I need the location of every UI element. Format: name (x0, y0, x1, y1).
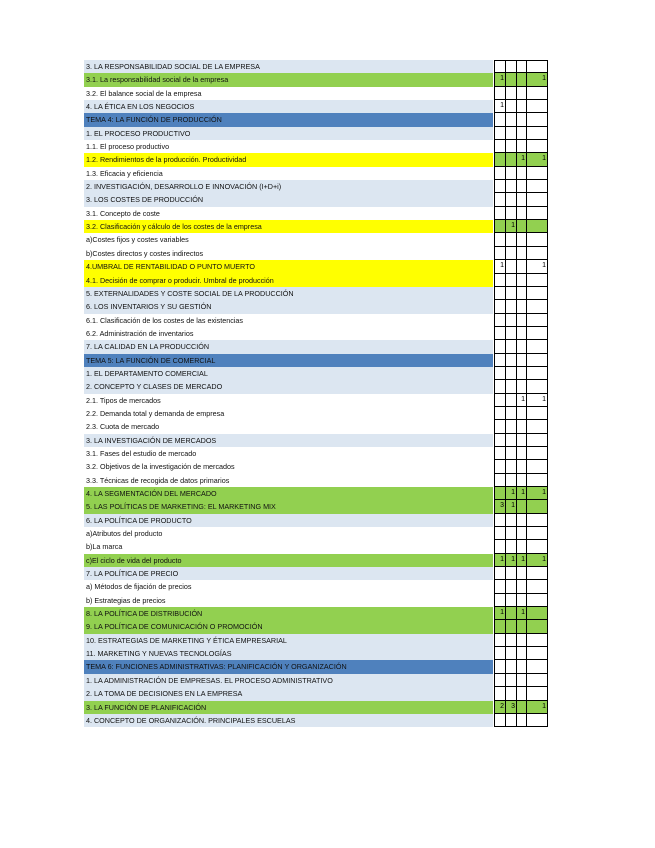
row-label: 2. LA TOMA DE DECISIONES EN LA EMPRESA (84, 687, 493, 700)
grid-cell (494, 380, 505, 393)
grid-cell (526, 540, 548, 553)
grid-cell: 1 (516, 153, 526, 166)
row-label: 3. LA RESPONSABILIDAD SOCIAL DE LA EMPRESA (84, 60, 493, 73)
grid-cell (505, 607, 516, 620)
grid-cell (526, 314, 548, 327)
grid-cell (494, 714, 505, 727)
row-label: 3.1. Concepto de coste (84, 207, 493, 220)
grid-cell (505, 634, 516, 647)
grid-cell (494, 687, 505, 700)
row-label: b)La marca (84, 540, 493, 553)
grid-cell (516, 434, 526, 447)
grid-cell (526, 60, 548, 73)
grid-cell (505, 594, 516, 607)
row-label: 6. LOS INVENTARIOS Y SU GESTIÓN (84, 300, 493, 313)
grid-cell (494, 674, 505, 687)
grid-cell (516, 620, 526, 633)
grid-cell (516, 233, 526, 246)
grid-cell (526, 580, 548, 593)
grid-cell (494, 314, 505, 327)
grid-cell (526, 274, 548, 287)
grid-cell (505, 180, 516, 193)
grid-cell (526, 220, 548, 233)
grid-cell (505, 367, 516, 380)
grid-cell (516, 60, 526, 73)
grid-cell (494, 220, 505, 233)
grid-cell (516, 580, 526, 593)
grid-cell (494, 153, 505, 166)
grid-cell (494, 407, 505, 420)
grid-cell (494, 460, 505, 473)
grid-cell (516, 674, 526, 687)
row-label: 9. LA POLÍTICA DE COMUNICACIÓN O PROMOCIÓN (84, 620, 493, 633)
row-label: 8. LA POLÍTICA DE DISTRIBUCIÓN (84, 607, 493, 620)
row-label: 7. LA POLÍTICA DE PRECIO (84, 567, 493, 580)
grid-cell (516, 87, 526, 100)
grid-cell (516, 420, 526, 433)
grid-cell (494, 540, 505, 553)
grid-cell (505, 434, 516, 447)
grid-cell: 1 (505, 487, 516, 500)
grid-cell (526, 660, 548, 673)
grid-cell: 1 (494, 73, 505, 86)
grid-cell (494, 127, 505, 140)
grid-cell (516, 380, 526, 393)
row-label: 4.1. Decisión de comprar o producir. Umbral de producción (84, 274, 493, 287)
grid-cell (494, 167, 505, 180)
grid-cell (505, 87, 516, 100)
row-label: 11. MARKETING Y NUEVAS TECNOLOGÍAS (84, 647, 493, 660)
grid-cell (505, 340, 516, 353)
grid-cell (505, 660, 516, 673)
grid-cell (505, 580, 516, 593)
grid-cell (516, 460, 526, 473)
row-label: 1. LA ADMINISTRACIÓN DE EMPRESAS. EL PROCESO ADMINISTRATIVO (84, 674, 493, 687)
grid-cell: 1 (516, 394, 526, 407)
grid-cell (526, 567, 548, 580)
grid-cell (526, 193, 548, 206)
grid-cell (505, 113, 516, 126)
grid-cell (516, 140, 526, 153)
grid-cell (494, 140, 505, 153)
grid-cell (516, 701, 526, 714)
grid-cell: 1 (526, 554, 548, 567)
grid-cell (505, 260, 516, 273)
grid-cell (505, 327, 516, 340)
row-label: 6. LA POLÍTICA DE PRODUCTO (84, 514, 493, 527)
grid-cell (516, 634, 526, 647)
row-label: TEMA 5: LA FUNCIÓN DE COMERCIAL (84, 354, 493, 367)
grid-cell (526, 620, 548, 633)
grid-cell (494, 60, 505, 73)
grid-cell (505, 687, 516, 700)
grid-cell (494, 193, 505, 206)
grid-cell (516, 167, 526, 180)
row-label: 3.1. Fases del estudio de mercado (84, 447, 493, 460)
grid-cell (494, 300, 505, 313)
grid-cell (494, 594, 505, 607)
grid-cell (494, 394, 505, 407)
grid-cell: 1 (516, 554, 526, 567)
grid-cell (505, 60, 516, 73)
grid-cell (516, 260, 526, 273)
grid-cell (494, 474, 505, 487)
grid-cell (526, 527, 548, 540)
grid-cell: 1 (526, 260, 548, 273)
grid-cell: 1 (526, 487, 548, 500)
row-label: 3.1. La responsabilidad social de la empresa (84, 73, 493, 86)
grid-cell (526, 407, 548, 420)
grid-cell: 1 (516, 487, 526, 500)
grid-cell (505, 474, 516, 487)
grid-cell: 1 (505, 220, 516, 233)
grid-cell (516, 207, 526, 220)
grid-cell (516, 594, 526, 607)
grid-cell (505, 514, 516, 527)
grid-cell (494, 354, 505, 367)
grid-cell (516, 500, 526, 513)
row-label: 3.2. Clasificación y cálculo de los costes de la empresa (84, 220, 493, 233)
grid-cell (526, 474, 548, 487)
grid-cell (494, 367, 505, 380)
grid-cell (526, 647, 548, 660)
grid-cell (494, 434, 505, 447)
grid-cell (505, 247, 516, 260)
grid-cell (516, 567, 526, 580)
grid-cell (516, 540, 526, 553)
row-label: 7. LA CALIDAD EN LA PRODUCCIÓN (84, 340, 493, 353)
row-label: 10. ESTRATEGIAS DE MARKETING Y ÉTICA EMPRESARIAL (84, 634, 493, 647)
grid-cell (526, 327, 548, 340)
row-label: 4.UMBRAL DE RENTABILIDAD O PUNTO MUERTO (84, 260, 493, 273)
grid-cell (526, 287, 548, 300)
row-label: 1. EL PROCESO PRODUCTIVO (84, 127, 493, 140)
grid-cell (526, 514, 548, 527)
grid-cell (505, 287, 516, 300)
grid-cell (526, 113, 548, 126)
grid-cell (505, 540, 516, 553)
grid-cell: 1 (494, 100, 505, 113)
grid-cell (505, 274, 516, 287)
grid-cell (505, 380, 516, 393)
grid-cell (494, 447, 505, 460)
row-label: 3. LA FUNCIÓN DE PLANIFICACIÓN (84, 701, 493, 714)
grid-cell (494, 620, 505, 633)
grid-cell (516, 514, 526, 527)
row-label: 6.1. Clasificación de los costes de las existencias (84, 314, 493, 327)
grid-cell (516, 407, 526, 420)
grid-cell (494, 113, 505, 126)
row-label: 5. LAS POLÍTICAS DE MARKETING: EL MARKETING MIX (84, 500, 493, 513)
row-label: 4. LA ÉTICA EN LOS NEGOCIOS (84, 100, 493, 113)
grid-cell (494, 487, 505, 500)
grid-cell (516, 687, 526, 700)
grid-cell (516, 180, 526, 193)
grid-cell (494, 567, 505, 580)
grid-cell (505, 394, 516, 407)
grid-cell (526, 354, 548, 367)
grid-cell: 1 (526, 153, 548, 166)
row-label: a) Métodos de fijación de precios (84, 580, 493, 593)
grid-cell (516, 354, 526, 367)
grid-cell (505, 420, 516, 433)
grid-cell (516, 714, 526, 727)
grid-cell (505, 674, 516, 687)
grid-cell (505, 193, 516, 206)
grid-cell (526, 167, 548, 180)
row-label: 3.3. Técnicas de recogida de datos primarios (84, 474, 493, 487)
grid-cell (516, 367, 526, 380)
grid-cell (526, 100, 548, 113)
grid-cell (494, 634, 505, 647)
grid-cell (505, 714, 516, 727)
grid-cell (516, 327, 526, 340)
grid-cell (526, 447, 548, 460)
row-label: 5. EXTERNALIDADES Y COSTE SOCIAL DE LA PRODUCCIÓN (84, 287, 493, 300)
grid-cell (516, 300, 526, 313)
grid-cell (516, 447, 526, 460)
grid-cell (516, 220, 526, 233)
grid-cell (516, 287, 526, 300)
grid-cell (494, 420, 505, 433)
grid-cell (505, 447, 516, 460)
grid-cell (526, 687, 548, 700)
grid-cell (526, 180, 548, 193)
grid-cell (516, 193, 526, 206)
grid-cell (505, 167, 516, 180)
grid-cell (516, 314, 526, 327)
grid-cell (494, 287, 505, 300)
grid-cell (516, 73, 526, 86)
grid-cell: 3 (494, 500, 505, 513)
grid-cell (494, 514, 505, 527)
grid-cell (526, 674, 548, 687)
grid-cell (516, 660, 526, 673)
row-label: TEMA 6: FUNCIONES ADMINISTRATIVAS: PLANIFICACIÓN Y ORGANIZACIÓN (84, 660, 493, 673)
grid-cell (505, 460, 516, 473)
grid-cell: 1 (494, 554, 505, 567)
row-label: 3.2. Objetivos de la investigación de mercados (84, 460, 493, 473)
grid-cell (505, 620, 516, 633)
grid-cell (516, 127, 526, 140)
grid-cell: 1 (505, 554, 516, 567)
row-label: 3.2. El balance social de la empresa (84, 87, 493, 100)
grid-cell: 1 (526, 73, 548, 86)
grid-cell (494, 247, 505, 260)
grid-cell (505, 527, 516, 540)
grid-cell: 1 (526, 701, 548, 714)
grid-cell (505, 567, 516, 580)
grid-cell (494, 87, 505, 100)
grid-cell (526, 87, 548, 100)
grid-cell (516, 647, 526, 660)
grid-cell (494, 233, 505, 246)
grid-cell (516, 247, 526, 260)
grid-cell (505, 207, 516, 220)
grid-cell (526, 380, 548, 393)
grid-cell (526, 300, 548, 313)
grid-cell (505, 140, 516, 153)
row-label: 4. LA SEGMENTACIÓN DEL MERCADO (84, 487, 493, 500)
grid-cell: 2 (494, 701, 505, 714)
grid-cell (494, 327, 505, 340)
row-label: c)El ciclo de vida del producto (84, 554, 493, 567)
row-label: 6.2. Administración de inventarios (84, 327, 493, 340)
grid-cell (494, 180, 505, 193)
grid-cell (505, 233, 516, 246)
grid-cell (526, 140, 548, 153)
grid-cell (526, 420, 548, 433)
row-label: 2. CONCEPTO Y CLASES DE MERCADO (84, 380, 493, 393)
row-label: 1.3. Eficacia y eficiencia (84, 167, 493, 180)
row-label: a)Costes fijos y costes variables (84, 233, 493, 246)
grid-cell (526, 607, 548, 620)
grid-cell (516, 340, 526, 353)
grid-cell (526, 434, 548, 447)
grid-cell: 1 (526, 394, 548, 407)
row-label: 3. LOS COSTES DE PRODUCCIÓN (84, 193, 493, 206)
row-label: 2.1. Tipos de mercados (84, 394, 493, 407)
grid-cell (505, 354, 516, 367)
grid-cell (505, 407, 516, 420)
grid-cell (526, 207, 548, 220)
grid-cell (516, 527, 526, 540)
grid-cell (494, 340, 505, 353)
row-label: 1.2. Rendimientos de la producción. Productividad (84, 153, 493, 166)
row-label: 2. INVESTIGACIÓN, DESARROLLO E INNOVACIÓN (I+D+i) (84, 180, 493, 193)
grid-cell (526, 594, 548, 607)
grid-cell (505, 300, 516, 313)
grid-cell (494, 580, 505, 593)
grid-cell (505, 314, 516, 327)
grid-cell (526, 233, 548, 246)
grid-cell (494, 274, 505, 287)
grid-cell (516, 100, 526, 113)
grid-cell: 3 (505, 701, 516, 714)
grid-cell (516, 274, 526, 287)
grid-cell (516, 113, 526, 126)
grid-cell (494, 647, 505, 660)
grid-cell (526, 500, 548, 513)
grid-cell (494, 660, 505, 673)
grid-cell (505, 647, 516, 660)
grid-cell (494, 207, 505, 220)
row-label: 1.1. El proceso productivo (84, 140, 493, 153)
grid-cell: 1 (505, 500, 516, 513)
row-label: b) Estrategias de precios (84, 594, 493, 607)
grid-cell: 1 (516, 607, 526, 620)
grid-cell (526, 714, 548, 727)
grid-cell (516, 474, 526, 487)
row-label: b)Costes directos y costes indirectos (84, 247, 493, 260)
row-label: 2.3. Cuota de mercado (84, 420, 493, 433)
grid-cell (505, 153, 516, 166)
row-label: 2.2. Demanda total y demanda de empresa (84, 407, 493, 420)
grid-cell (526, 460, 548, 473)
grid-cell (505, 127, 516, 140)
grid-cell (526, 634, 548, 647)
grid-cell (505, 73, 516, 86)
grid-cell: 1 (494, 260, 505, 273)
row-label: a)Atributos del producto (84, 527, 493, 540)
row-label: 3. LA INVESTIGACIÓN DE MERCADOS (84, 434, 493, 447)
grid-cell (494, 527, 505, 540)
grid-cell (526, 367, 548, 380)
row-label: 4. CONCEPTO DE ORGANIZACIÓN. PRINCIPALES ESCUELAS (84, 714, 493, 727)
grid-cell (526, 247, 548, 260)
grid-cell (526, 340, 548, 353)
row-label: 1. EL DEPARTAMENTO COMERCIAL (84, 367, 493, 380)
grid-cell (526, 127, 548, 140)
row-label: TEMA 4: LA FUNCIÓN DE PRODUCCIÓN (84, 113, 493, 126)
grid-cell: 1 (494, 607, 505, 620)
grid-cell (505, 100, 516, 113)
